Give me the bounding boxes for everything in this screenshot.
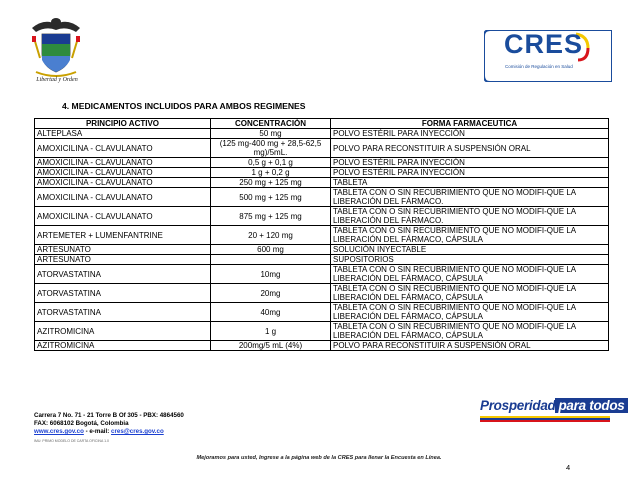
prosperity-slogan (480, 398, 628, 413)
section-title: 4. MEDICAMENTOS INCLUIDOS PARA AMBOS REGIMENES (62, 101, 306, 111)
concentration-cell: 0,5 g + 0,1 g (211, 158, 331, 168)
pharmaceutical-form-cell: TABLETA CON O SIN RECUBRIMIENTO QUE NO MODIFI-QUE LA LIBERACIÓN DEL FÁRMACO. (331, 188, 609, 207)
concentration-cell: 50 mg (211, 129, 331, 139)
active-ingredient-cell: ARTESUNATO (35, 255, 211, 265)
active-ingredient-cell: ARTEMETER + LUMENFANTRINE (35, 226, 211, 245)
active-ingredient-cell: ATORVASTATINA (35, 265, 211, 284)
concentration-cell (211, 255, 331, 265)
concentration-cell: 875 mg + 125 mg (211, 207, 331, 226)
table-row (35, 158, 609, 168)
concentration-cell: 1 g + 0,2 g (211, 168, 331, 178)
footer-small-print: IMU: PRIMO MODELO DE CARTA OFICINA 1.0 (34, 439, 109, 443)
active-ingredient-cell: AMOXICILINA - CLAVULANATO (35, 178, 211, 188)
pharmaceutical-form-cell: POLVO PARA RECONSTITUIR A SUSPENSIÓN ORAL (331, 139, 609, 158)
pharmaceutical-form-cell: POLVO ESTÉRIL PARA INYECCIÓN (331, 129, 609, 139)
footer-address (34, 412, 184, 436)
concentration-cell: 600 mg (211, 245, 331, 255)
table-row (35, 303, 609, 322)
table-row (35, 245, 609, 255)
pharmaceutical-form-cell: TABLETA CON O SIN RECUBRIMIENTO QUE NO MODIFI-QUE LA LIBERACIÓN DEL FÁRMACO, CÁPSULA (331, 303, 609, 322)
active-ingredient-cell: AMOXICILINA - CLAVULANATO (35, 139, 211, 158)
address-line-2: FAX: 6068102 Bogotá, Colombia (34, 420, 129, 427)
cres-logo-subtitle: Comisión de Regulación en Salud (505, 64, 573, 69)
concentration-cell: 40mg (211, 303, 331, 322)
table-row (35, 188, 609, 207)
concentration-cell: 500 mg + 125 mg (211, 188, 331, 207)
pharmaceutical-form-cell: TABLETA CON O SIN RECUBRIMIENTO QUE NO MODIFI-QUE LA LIBERACIÓN DEL FÁRMACO. (331, 207, 609, 226)
header-forma-farmaceutica: FORMA FARMACEUTICA (331, 119, 609, 129)
concentration-cell: 200mg/5 mL (4%) (211, 341, 331, 351)
active-ingredient-cell: AZITROMICINA (35, 341, 211, 351)
active-ingredient-cell: AMOXICILINA - CLAVULANATO (35, 207, 211, 226)
header-principio-activo: PRINCIPIO ACTIVO (35, 119, 211, 129)
concentration-cell: 250 mg + 125 mg (211, 178, 331, 188)
active-ingredient-cell: AMOXICILINA - CLAVULANATO (35, 158, 211, 168)
pharmaceutical-form-cell: POLVO ESTÉRIL PARA INYECCIÓN (331, 158, 609, 168)
table-row (35, 168, 609, 178)
table-row (35, 207, 609, 226)
pharmaceutical-form-cell: POLVO PARA RECONSTITUIR A SUSPENSIÓN ORAL (331, 341, 609, 351)
table-header-row (35, 119, 609, 129)
table-row (35, 341, 609, 351)
table-row (35, 255, 609, 265)
pharmaceutical-form-cell: TABLETA CON O SIN RECUBRIMIENTO QUE NO MODIFI-QUE LA LIBERACIÓN DEL FÁRMACO, CÁPSULA (331, 265, 609, 284)
concentration-cell: 20 + 120 mg (211, 226, 331, 245)
cres-logo-text: CRES (504, 29, 584, 59)
pharmaceutical-form-cell: SOLUCIÓN INYECTABLE (331, 245, 609, 255)
crest-caption: Libertad y Orden (36, 77, 78, 83)
table-row (35, 139, 609, 158)
concentration-cell: 20mg (211, 284, 331, 303)
email-label: - e-mail: (83, 428, 112, 435)
pharmaceutical-form-cell: TABLETA (331, 178, 609, 188)
table-row (35, 284, 609, 303)
table-row (35, 322, 609, 341)
concentration-cell: 10mg (211, 265, 331, 284)
page-number: 4 (566, 463, 571, 472)
active-ingredient-cell: ARTESUNATO (35, 245, 211, 255)
table-row (35, 265, 609, 284)
active-ingredient-cell: ATORVASTATINA (35, 303, 211, 322)
active-ingredient-cell: ATORVASTATINA (35, 284, 211, 303)
flag-stripes-icon (480, 416, 610, 422)
footer-survey-note: Mejoramos para usted, Ingrese a la página web de la CRES para llenar la Encuesta en Línea. (196, 455, 442, 461)
header-concentracion: CONCENTRACIÓN (211, 119, 331, 129)
active-ingredient-cell: AZITROMICINA (35, 322, 211, 341)
medicines-table (34, 118, 609, 351)
table-row (35, 129, 609, 139)
pharmaceutical-form-cell: TABLETA CON O SIN RECUBRIMIENTO QUE NO MODIFI-QUE LA LIBERACIÓN DEL FÁRMACO, CÁPSULA (331, 322, 609, 341)
pharmaceutical-form-cell: SUPOSITORIOS (331, 255, 609, 265)
table-row (35, 178, 609, 188)
pharmaceutical-form-cell: TABLETA CON O SIN RECUBRIMIENTO QUE NO MODIFI-QUE LA LIBERACIÓN DEL FÁRMACO, CÁPSULA (331, 226, 609, 245)
address-line-1: Carrera 7 No. 71 - 21 Torre B Of 305 - PBX: 4864560 (34, 412, 184, 419)
concentration-cell: 1 g (211, 322, 331, 341)
contact-line (34, 428, 184, 436)
concentration-cell: (125 mg-400 mg + 28,5-62,5 mg)/5mL. (211, 139, 331, 158)
email-link[interactable]: cres@cres.gov.co (111, 428, 164, 435)
pharmaceutical-form-cell: POLVO ESTÉRIL PARA INYECCIÓN (331, 168, 609, 178)
website-link[interactable]: www.cres.gov.co (34, 428, 84, 435)
pharmaceutical-form-cell: TABLETA CON O SIN RECUBRIMIENTO QUE NO MODIFI-QUE LA LIBERACIÓN DEL FÁRMACO, CÁPSULA (331, 284, 609, 303)
prosperity-word: Prosperidad (480, 398, 556, 413)
active-ingredient-cell: AMOXICILINA - CLAVULANATO (35, 188, 211, 207)
prosperity-highlight: para todos (555, 398, 627, 413)
active-ingredient-cell: ALTEPLASA (35, 129, 211, 139)
table-row (35, 226, 609, 245)
active-ingredient-cell: AMOXICILINA - CLAVULANATO (35, 168, 211, 178)
